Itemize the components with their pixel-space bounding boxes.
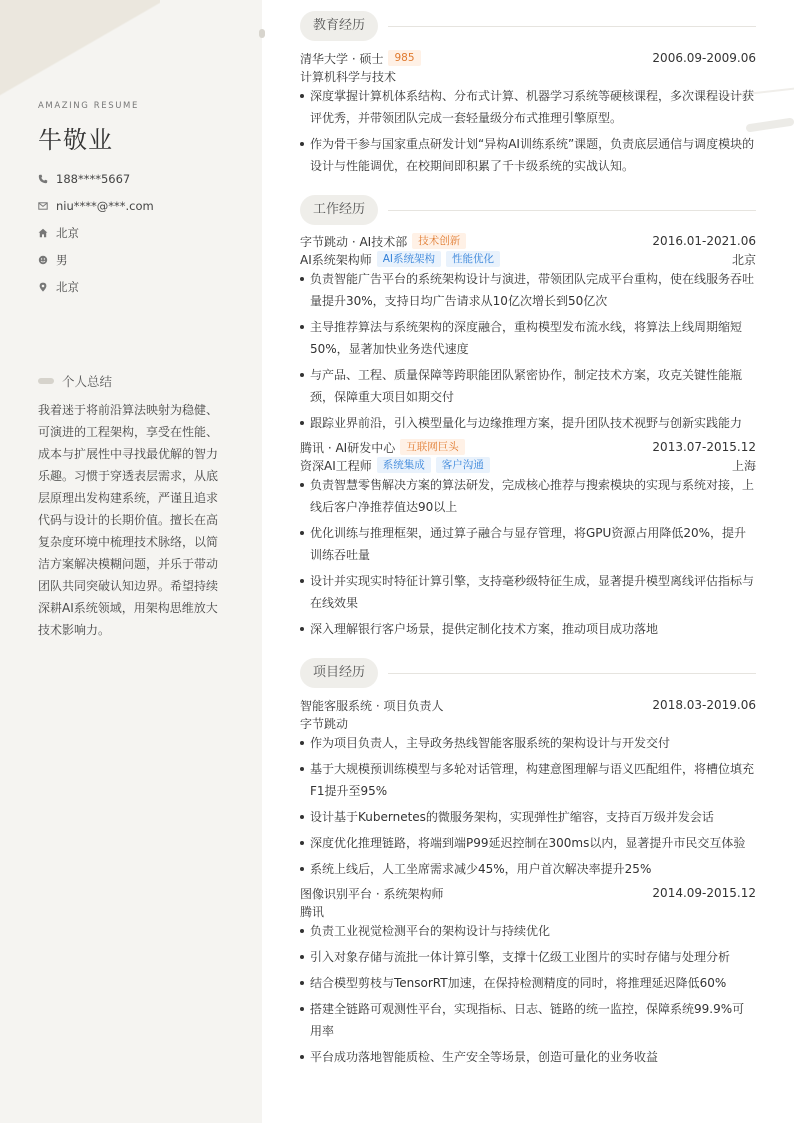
project-header-row	[300, 696, 756, 714]
list-item: 搭建全链路可观测性平台，实现指标、日志、链路的统一监控，保障系统99.9%可用率	[300, 998, 756, 1042]
education-title: 教育经历	[300, 11, 378, 41]
list-item: 优化训练与推理框架，通过算子融合与显存管理，将GPU资源占用降低20%，提升训练吞吐量	[300, 522, 756, 566]
company-tag: 互联网巨头	[400, 439, 465, 455]
education-major-row	[300, 67, 756, 85]
role-tag: AI系统架构	[377, 251, 441, 267]
list-item: 跟踪业界前沿，引入模型量化与边缘推理方案，提升团队技术视野与创新实践能力	[300, 412, 756, 434]
project-org: 字节跳动	[300, 716, 349, 731]
list-item: 设计并实现实时特征计算引擎，支持毫秒级特征生成，显著提升模型离线评估指标与在线效果	[300, 570, 756, 614]
school-name: 清华大学 · 硕士	[300, 51, 384, 66]
role-tag: 系统集成	[377, 457, 431, 473]
job-role-row	[300, 456, 756, 474]
project-name: 图像识别平台 · 系统架构师	[300, 886, 444, 901]
job-city: 上海	[731, 458, 756, 473]
project-header-row	[300, 884, 756, 902]
job-date: 2016.01-2021.06	[652, 234, 756, 248]
email-text: niu****@***.com	[56, 198, 154, 213]
project-org-row	[300, 714, 756, 732]
list-item: 引入对象存储与流批一体计算引擎，支撑十亿级工业图片的实时存储与处理分析	[300, 946, 756, 968]
home-text: 北京	[56, 225, 79, 240]
project-name: 智能客服系统 · 项目负责人	[300, 698, 444, 713]
candidate-name: 牛敬业	[38, 126, 113, 154]
phone-text: 188****5667	[56, 171, 131, 186]
location-pin-icon	[38, 282, 56, 292]
corner-decoration	[0, 0, 160, 100]
summary-heading-marker	[38, 378, 54, 384]
job-date: 2013.07-2015.12	[652, 440, 756, 454]
gender-text: 男	[56, 252, 68, 267]
contact-gender	[38, 246, 154, 273]
job-bullets	[300, 268, 756, 438]
job-role: AI系统架构师	[300, 252, 372, 267]
list-item: 负责工业视觉检测平台的架构设计与持续优化	[300, 920, 756, 942]
list-item: 作为项目负责人，主导政务热线智能客服系统的架构设计与开发交付	[300, 732, 756, 754]
education-bullets	[300, 85, 756, 181]
contact-email	[38, 192, 154, 219]
home-icon	[38, 228, 56, 238]
role-tag: 性能优化	[446, 251, 500, 267]
work-title: 工作经历	[300, 195, 378, 225]
resume-eyebrow: AMAZING RESUME	[38, 101, 139, 111]
project-bullets	[300, 920, 756, 1072]
list-item: 设计基于Kubernetes的微服务架构，实现弹性扩缩容，支持百万级并发会话	[300, 806, 756, 828]
project-bullets	[300, 732, 756, 884]
contact-location	[38, 273, 154, 300]
contact-home	[38, 219, 154, 246]
job-role: 资深AI工程师	[300, 458, 372, 473]
list-item: 结合模型剪枝与TensorRT加速，在保持检测精度的同时，将推理延迟降低60%	[300, 972, 756, 994]
list-item: 平台成功落地智能质检、生产安全等场景，创造可量化的业务收益	[300, 1046, 756, 1068]
project-date: 2018.03-2019.06	[652, 698, 756, 712]
list-item: 深入理解银行客户场景，提供定制化技术方案，推动项目成功落地	[300, 618, 756, 640]
list-item: 主导推荐算法与系统架构的深度融合，重构模型发布流水线，将算法上线周期缩短50%，显著加快业务迭代速度	[300, 316, 756, 360]
section-divider	[388, 210, 756, 211]
list-item: 深度优化推理链路，将端到端P99延迟控制在300ms以内，显著提升市民交互体验	[300, 832, 756, 854]
education-date: 2006.09-2009.06	[652, 51, 756, 65]
job-bullets	[300, 474, 756, 644]
sidebar-edge-decoration	[259, 29, 265, 38]
list-item: 负责智慧零售解决方案的算法研发，完成核心推荐与搜索模块的实现与系统对接，上线后客户净推荐值达90以上	[300, 474, 756, 518]
company-tag: 技术创新	[412, 233, 466, 249]
job-header-row	[300, 438, 756, 456]
summary-heading	[38, 372, 112, 390]
projects-section-header	[300, 658, 756, 688]
contact-list	[38, 165, 154, 300]
contact-phone	[38, 165, 154, 192]
section-divider	[388, 673, 756, 674]
location-text: 北京	[56, 279, 79, 294]
summary-text: 我着迷于将前沿算法映射为稳健、可演进的工程架构，享受在性能、成本与扩展性中寻找最优解的智力乐趣。习惯于穿透表层需求，从底层原理出发构建系统，严谨且追求代码与设计的长期价值。擅长在高复杂度环境中梳理技术脉络，以简洁方案解决模糊问题，并乐于带动团队共同突破认知边界。希望持续深耕AI系统领域，用架构思维放大技术影响力。	[38, 403, 219, 637]
section-divider	[388, 26, 756, 27]
job-company: 腾讯 · AI研发中心	[300, 440, 396, 455]
mail-icon	[38, 201, 56, 211]
list-item: 深度掌握计算机体系结构、分布式计算、机器学习系统等硬核课程，多次课程设计获评优秀，并带领团队完成一套轻量级分布式推理引擎原型。	[300, 85, 756, 129]
phone-icon	[38, 174, 56, 184]
list-item: 系统上线后，人工坐席需求减少45%，用户首次解决率提升25%	[300, 858, 756, 880]
project-org-row	[300, 902, 756, 920]
list-item: 作为骨干参与国家重点研发计划“异构AI训练系统”课题，负责底层通信与调度模块的设计与性能调优，在校期间即积累了千卡级系统的实战认知。	[300, 133, 756, 177]
education-header-row	[300, 49, 756, 67]
job-city: 北京	[731, 252, 756, 267]
project-date: 2014.09-2015.12	[652, 886, 756, 900]
list-item: 负责智能广告平台的系统架构设计与演进，带领团队完成平台重构，使在线服务吞吐量提升30%，支持日均广告请求从10亿次增长到50亿次	[300, 268, 756, 312]
job-role-row	[300, 250, 756, 268]
school-tag: 985	[388, 50, 420, 66]
summary-title: 个人总结	[62, 374, 113, 389]
education-section-header	[300, 11, 756, 41]
work-section-header	[300, 195, 756, 225]
list-item: 基于大规模预训练模型与多轮对话管理，构建意图理解与语义匹配组件，将槽位填充F1提升至95%	[300, 758, 756, 802]
projects-title: 项目经历	[300, 658, 378, 688]
job-company: 字节跳动 · AI技术部	[300, 234, 408, 249]
gender-icon	[38, 255, 56, 265]
role-tag: 客户沟通	[436, 457, 490, 473]
education-major: 计算机科学与技术	[300, 69, 397, 84]
job-header-row	[300, 232, 756, 250]
project-org: 腾讯	[300, 904, 325, 919]
list-item: 与产品、工程、质量保障等跨职能团队紧密协作，制定技术方案，攻克关键性能瓶颈，保障重大项目如期交付	[300, 364, 756, 408]
